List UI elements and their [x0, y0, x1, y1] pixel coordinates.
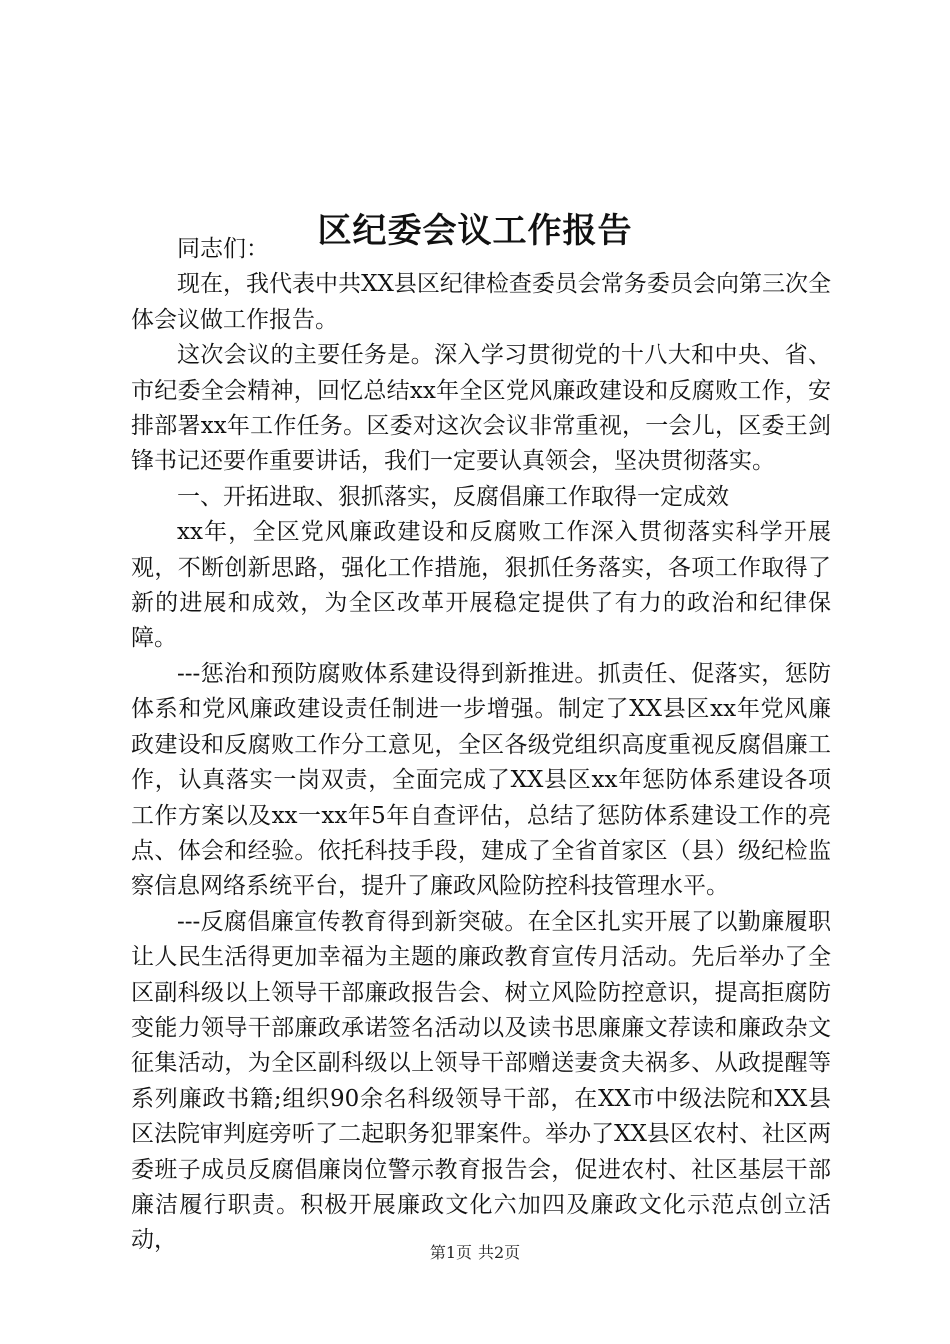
meeting-task-paragraph: 这次会议的主要任务是。深入学习贯彻党的十八大和中央、省、市纪委全会精神，回忆总结xx年全区党风廉政建设和反腐败工作，安排部署xx年工作任务。区委对这次会议非常重视，一会儿，区委王剑锋书记还要作重要讲话，我们一定要认真领会，坚决贯彻落实。	[131, 342, 831, 475]
page-total: 共2页	[478, 1243, 521, 1262]
education-paragraph: ---反腐倡廉宣传教育得到新突破。在全区扎实开展了以勤廉履职让人民生活得更加幸福为主题的廉政教育宣传月活动。先后举办了全区副科级以上领导干部廉政报告会、树立风险防控意识，提高拒腐防变能力领导干部廉政承诺签名活动以及读书思廉廉文荐读和廉政杂文征集活动，为全区副科级以上领导干部赠送妻贪夫祸多、从政提醒等系列廉政书籍;组织90余名科级领导干部，在XX市中级法院和XX县区法院审判庭旁听了二起职务犯罪案件。举办了XX县区农村、社区两委班子成员反腐倡廉岗位警示教育报告会，促进农村、社区基层干部廉洁履行职责。积极开展廉政文化六加四及廉政文化示范点创立活动，	[131, 908, 831, 1254]
summary-paragraph: xx年，全区党风廉政建设和反腐败工作深入贯彻落实科学开展观，不断创新思路，强化工作措施，狠抓任务落实，各项工作取得了新的进展和成效，为全区改革开展稳定提供了有力的政治和纪律保障。	[131, 519, 831, 652]
salutation: 同志们：	[177, 236, 269, 262]
section-heading: 一、开拓进取、狠抓落实，反腐倡廉工作取得一定成效	[177, 483, 729, 510]
prevention-system-paragraph: ---惩治和预防腐败体系建设得到新推进。抓责任、促落实，惩防体系和党风廉政建设责任制进一步增强。制定了XX县区xx年党风廉政建设和反腐败工作分工意见，全区各级党组织高度重视反腐倡廉工作，认真落实一岗双责，全面完成了XX县区xx年惩防体系建设各项工作方案以及xx一xx年5年自查评估，总结了惩防体系建设工作的亮点、体会和经验。依托科技手段，建成了全省首家区（县）级纪检监察信息网络系统平台，提升了廉政风险防控科技管理水平。	[131, 660, 831, 900]
document-title: 区纪委会议工作报告	[317, 210, 633, 251]
page-footer	[0, 1242, 950, 1264]
page-number: 第1页	[429, 1243, 472, 1262]
document-body	[131, 232, 831, 1259]
intro-paragraph: 现在，我代表中共XX县区纪律检查委员会常务委员会向第三次全体会议做工作报告。	[131, 271, 831, 333]
